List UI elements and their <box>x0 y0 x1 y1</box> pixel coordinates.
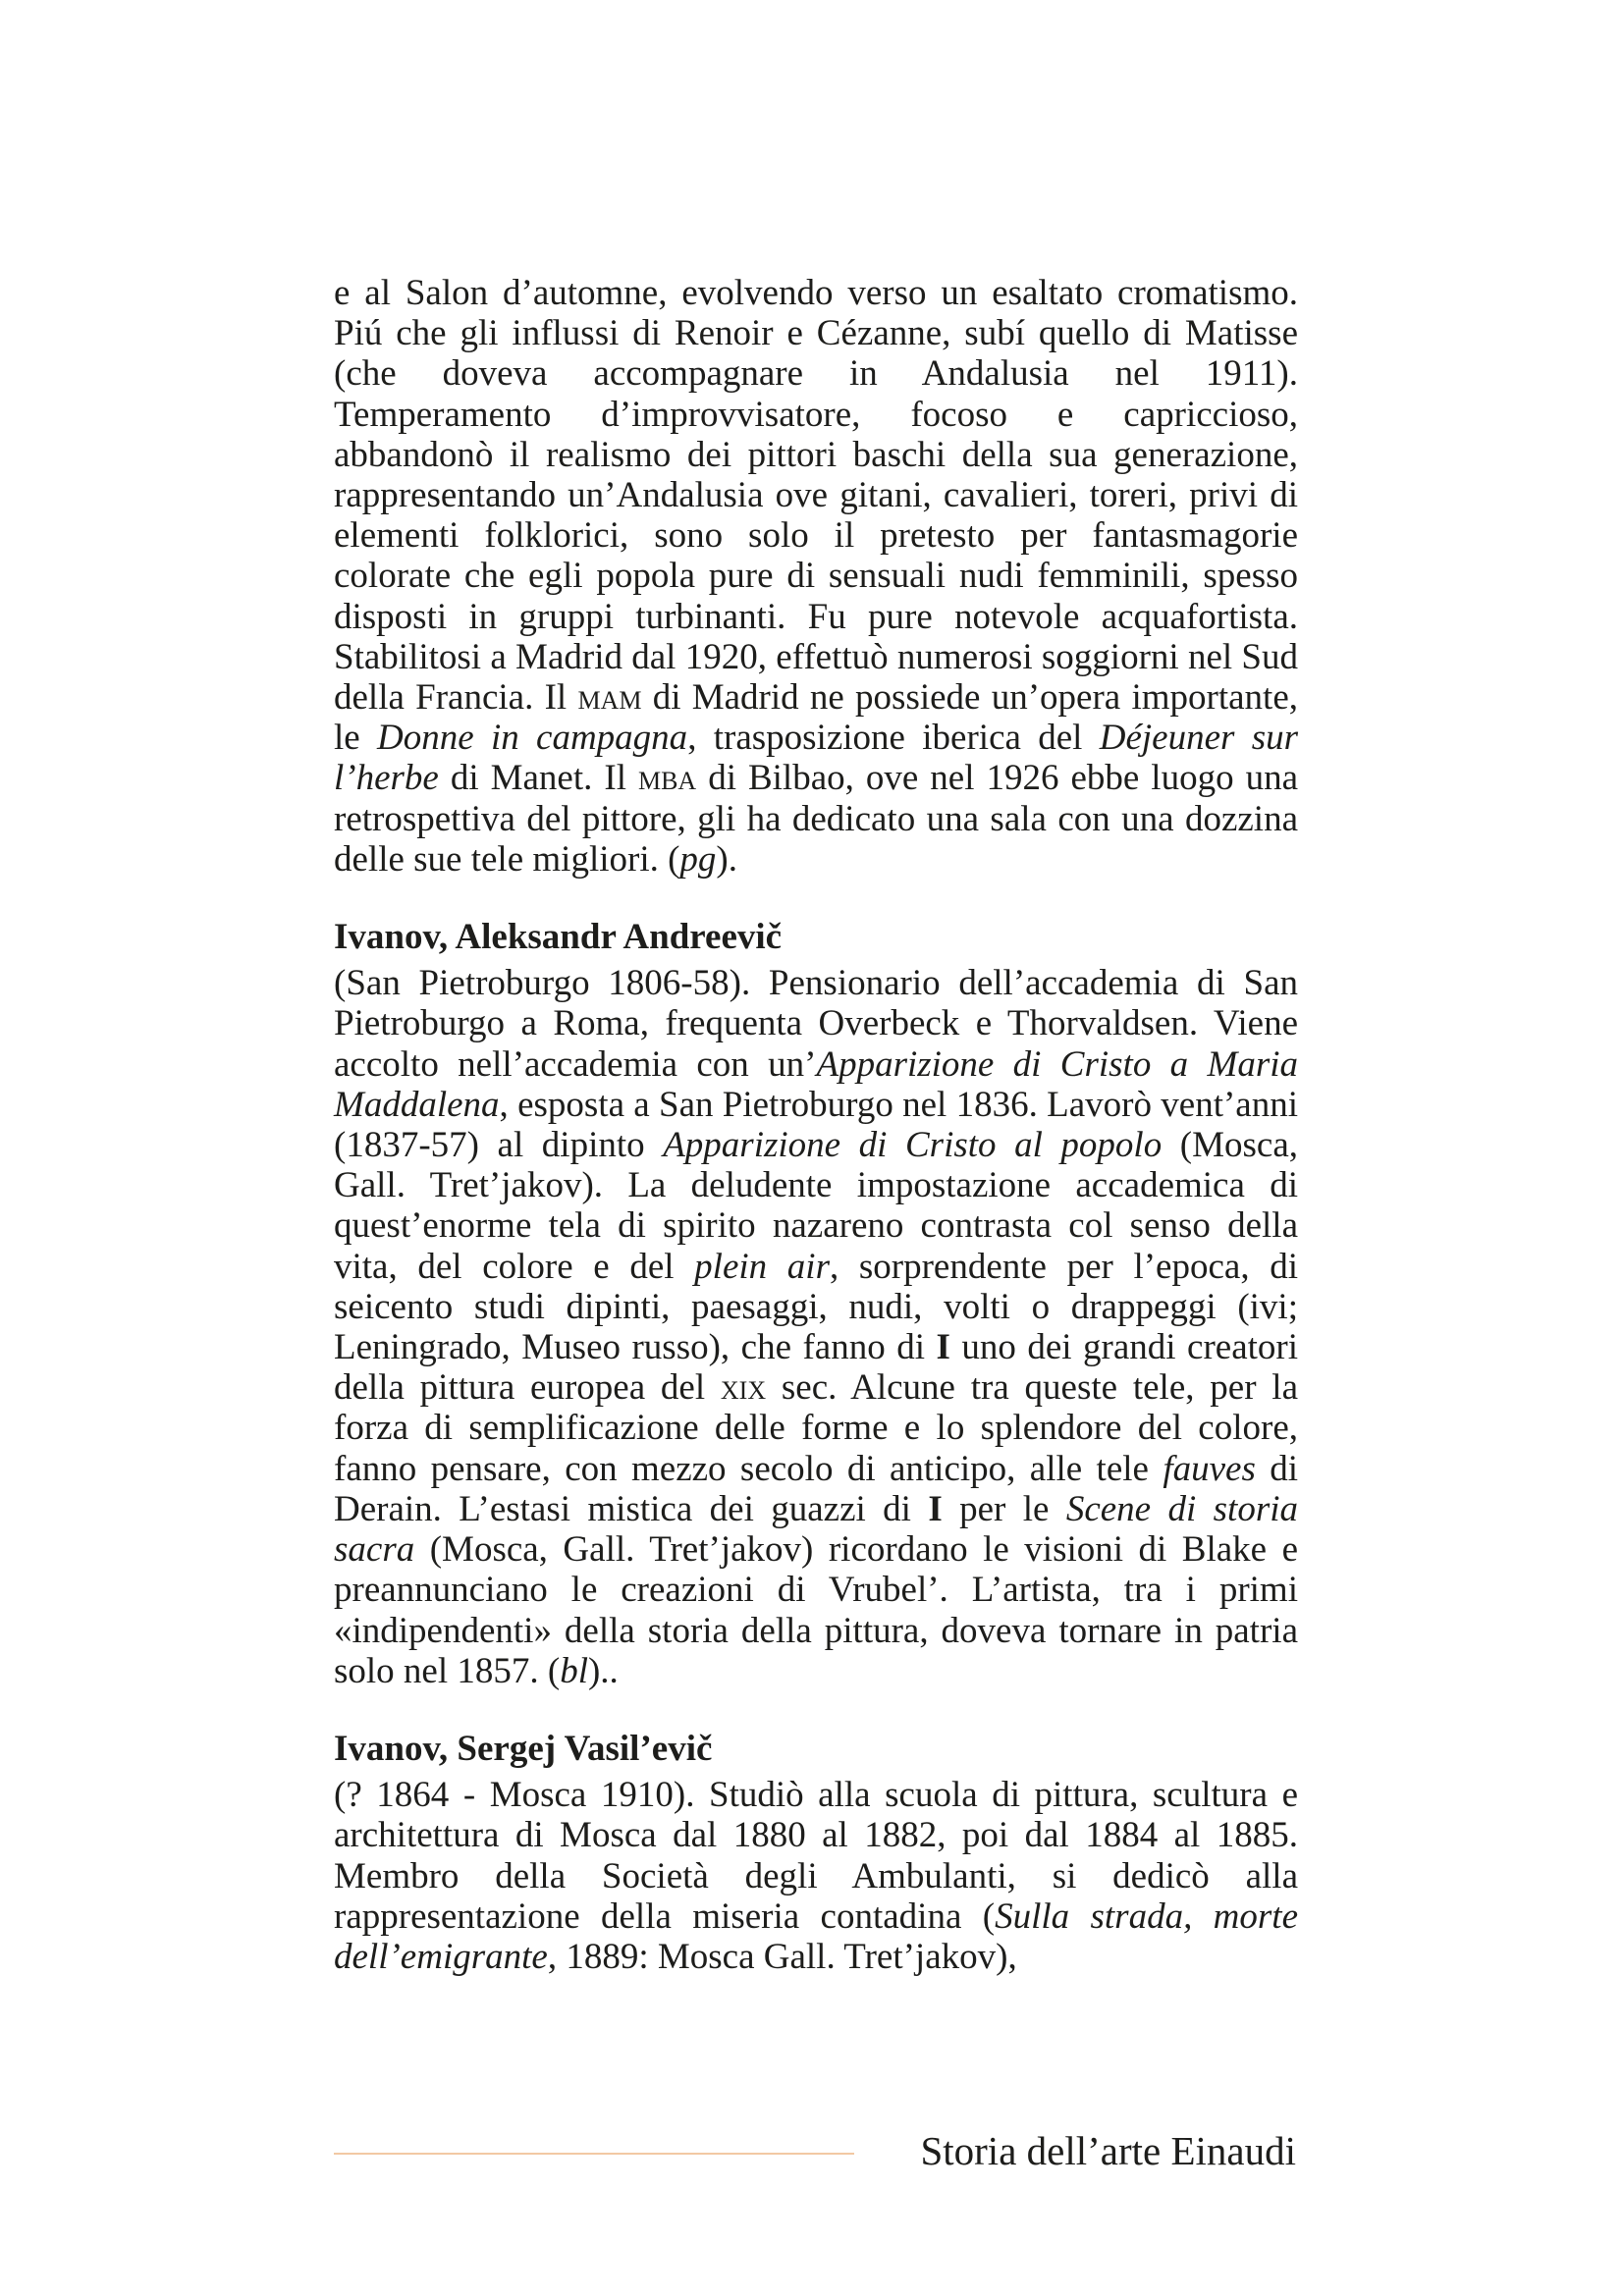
abbreviation-mba: mba <box>637 758 697 799</box>
abbreviation-mam: mam <box>577 677 642 719</box>
artwork-title: Donne in campagna <box>377 718 688 759</box>
artwork-title: Apparizione di Cristo al popolo <box>663 1125 1163 1166</box>
artist-initial: I <box>936 1327 950 1368</box>
artist-initial: I <box>928 1488 943 1529</box>
entry-paragraph-ivanov-aleksandr: (San Pietroburgo 1806-58). Pensionario dell’accademia di San Pietroburgo a Roma, frequenta Overbeck e Thorvaldsen. Viene accolto nell’accademia con un’Apparizione di Cristo a Maria Maddalena, esposta a San Pietroburgo nel 1836. Lavorò vent’anni (1837-57) al dipinto Apparizione di Cristo al popolo (Mosca, Gall. Tret’jakov). La deludente impostazione accademica di quest’enorme tela di spirito nazareno contrasta col senso della vita, del colore e del plein air, sorprendente per l’epoca, di seicento studi dipinti, paesaggi, nudi, volti o drappeggi (ivi; Leningrado, Museo russo), che fanno di I uno dei grandi creatori della pittura europea del xix sec. Alcune tra queste tele, per la forza di semplificazione delle forme e lo splendore del colore, fanno pensare, con mezzo secolo di anticipo, alle tele fauves di Derain. L’estasi mistica dei guazzi di I per le Scene di storia sacra (Mosca, Gall. Tret’jakov) ricordano le visioni di Blake e preannunciano le creazioni di Vrubel’. L’artista, tra i primi «indipendenti» della storia della pittura, doveva tornare in patria solo nel 1857. (bl).. <box>334 963 1299 1691</box>
artwork-title: Apparizione di Cristo a Maria Maddalena <box>334 1043 1298 1125</box>
footer-rule <box>334 2153 854 2155</box>
entry-paragraph-ivanov-sergej: (? 1864 - Mosca 1910). Studiò alla scuola di pittura, scultura e architettura di Mosca dal 1880 al 1882, poi dal 1884 al 1885. Membro della Società degli Ambulanti, si dedicò alla rappresentazione della miseria contadina (Sulla strada, morte dell’emigrante, 1889: Mosca Gall. Tret’jakov), <box>334 1775 1299 1977</box>
page-body <box>334 273 1298 1977</box>
entry-heading-ivanov-sergej: Ivanov, Sergej Vasil’evič <box>334 1728 713 1769</box>
artwork-title: Scene di storia sacra <box>334 1488 1298 1571</box>
author-initials: pg <box>679 838 717 880</box>
foreign-term: fauves <box>1163 1448 1256 1489</box>
century-numeral: xix <box>720 1367 767 1409</box>
artwork-title: Sulla strada, morte dell’emigrante <box>334 1896 1299 1977</box>
foreign-term: plein air <box>694 1246 830 1287</box>
artwork-title: Déjeuner sur l’herbe <box>334 718 1299 799</box>
footer-publication-title: Storia dell’arte Einaudi <box>920 2128 1296 2173</box>
author-initials: bl <box>560 1650 588 1691</box>
entry-continuation-paragraph: e al Salon d’automne, evolvendo verso un esaltato cromatismo. Piú che gli influssi di Renoir e Cézanne, subí quello di Matisse (che doveva accompagnare in Andalusia nel 1911). Temperamento d’improvvisatore, focoso e capriccioso, abbandonò il realismo dei pittori baschi della sua generazione, rappresentando un’Andalusia ove gitani, cavalieri, toreri, privi di elementi folklorici, sono solo il pretesto per fantasmagorie colorate che egli popola pure di sensuali nudi femminili, spesso disposti in gruppi turbinanti. Fu pure notevole acquafortista. Stabilitosi a Madrid dal 1920, effettuò numerosi soggiorni nel Sud della Francia. Il mam di Madrid ne possiede un’opera importante, le Donne in campagna, trasposizione iberica del Déjeuner sur l’herbe di Manet. Il mba di Bilbao, ove nel 1926 ebbe luogo una retrospettiva del pittore, gli ha dedicato una sala con una dozzina delle sue tele migliori. (pg). <box>334 273 1299 880</box>
entry-heading-ivanov-aleksandr: Ivanov, Aleksandr Andreevič <box>334 917 783 958</box>
